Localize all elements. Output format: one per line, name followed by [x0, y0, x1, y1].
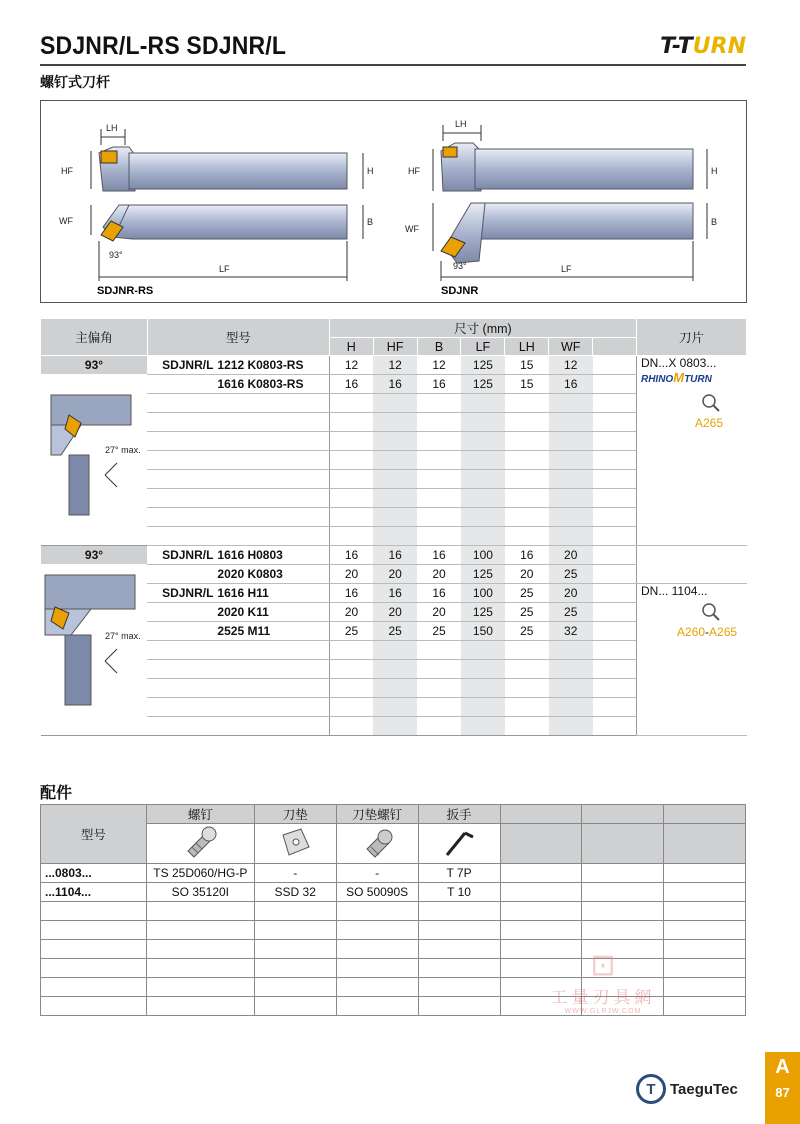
- page-ref-link[interactable]: A260-A265: [676, 625, 738, 639]
- acc-header-screw: 螺钉: [146, 805, 254, 824]
- acc-header-wrench: 扳手: [418, 805, 500, 824]
- shim-icon: [254, 824, 336, 864]
- h-label-left: H: [367, 166, 374, 176]
- header-b: B: [417, 338, 461, 356]
- header-insert: 刀片: [636, 319, 746, 356]
- brand-logo: T-TURN: [660, 34, 746, 59]
- magnifier-icon[interactable]: [701, 393, 747, 416]
- max-angle-label-2: 27° max.: [105, 631, 142, 641]
- group1-image: [41, 375, 148, 546]
- table-row: 2020 K0803: [215, 565, 329, 584]
- page-ref-link[interactable]: A265: [694, 416, 724, 430]
- wf-label-left: WF: [59, 216, 73, 226]
- h-label-right: H: [711, 166, 718, 176]
- table-row: 2020 K11: [215, 603, 329, 622]
- lh-label-right: LH: [455, 119, 467, 129]
- right-tool-caption: SDJNR: [441, 285, 479, 297]
- wf-label-right: WF: [405, 224, 419, 234]
- group1-angle: 93°: [41, 356, 148, 375]
- table-row: SDJNR/L: [147, 356, 215, 375]
- header-blank: [593, 338, 637, 356]
- left-tool-top-view: [99, 147, 347, 191]
- page-tab: A 87: [765, 1052, 800, 1124]
- lf-label-right: LF: [561, 264, 572, 274]
- header-lf: LF: [461, 338, 505, 356]
- accessories-table: 型号 螺钉 刀垫 刀垫螺钉 扳手 ...0803... TS 25D060/HG-P - - T 7P ...1104... SO 35120I SSD 32 SO 50090S T 10: [40, 804, 746, 1016]
- table-row: SDJNR/L: [147, 584, 215, 603]
- tool-drawing-svg: [41, 101, 748, 304]
- right-tool-side-view: [441, 203, 693, 263]
- angle-label-right: 93°: [453, 261, 467, 271]
- group2-image: [41, 565, 148, 736]
- group2-insert: DN... 1104... A260-A265: [636, 584, 746, 736]
- header-h: H: [329, 338, 373, 356]
- magnifier-icon[interactable]: [701, 602, 747, 625]
- watermark-logo-icon: ⊡: [590, 949, 616, 982]
- wrench-icon: [418, 824, 500, 864]
- table-row: SDJNR/L: [147, 546, 215, 565]
- rhino-turn-logo: RHINOMTURN: [640, 370, 712, 385]
- tool-drawing: [40, 100, 747, 303]
- hf-label-left: HF: [61, 166, 73, 176]
- spec-table: 主偏角 型号 尺寸 (mm) 刀片 H HF B LF LH WF 93° SDJNR/L 1212 K0803-RS 12 12 12 125 15 12 DN...X 0803... RHINOMTURN A265 27° max. 1616 K0803-RS 16 16 16 125 15 16 93° SDJNR/L 1616 H0803 16 16 16 100 16 20 27° max. 2020 K0803 20 20 20 125 20 25 SDJNR/L 1616 H11 16 16 16 100 25 20 DN... 1104... A260-A265 2020 K11 20 20 20 125 25 25 2525 M11 25 25 25 150 25 32: [40, 318, 747, 736]
- accessories-title: 配件: [40, 785, 73, 802]
- acc-header-shim: 刀垫: [254, 805, 336, 824]
- header-model: 型号: [147, 319, 329, 356]
- taegutec-logo: T TaeguTec: [636, 1074, 738, 1104]
- table-row: 2525 M11: [215, 622, 329, 641]
- page-number: 87: [775, 1085, 790, 1100]
- b-label-right: B: [711, 217, 718, 227]
- watermark: ⊡ 工量刃具網 WWW.GLRJW.COM: [538, 948, 668, 1015]
- header-hf: HF: [373, 338, 417, 356]
- table-row: 1616 K0803-RS: [215, 375, 329, 394]
- page-title: SDJNR/L-RS SDJNR/L: [40, 32, 287, 60]
- taegutec-logo-icon: T: [636, 1074, 666, 1104]
- header-lh: LH: [505, 338, 549, 356]
- acc-header-model: 型号: [41, 805, 147, 864]
- hf-label-right: HF: [408, 166, 420, 176]
- angle-label-left: 93°: [109, 250, 123, 260]
- b-label-left: B: [367, 217, 374, 227]
- shim-screw-icon: [336, 824, 418, 864]
- table-row: ...1104...: [41, 883, 147, 902]
- max-angle-label: 27° max.: [105, 445, 142, 455]
- header-dims: 尺寸 (mm): [329, 319, 636, 338]
- table-row: ...0803...: [41, 864, 147, 883]
- header-wf: WF: [549, 338, 593, 356]
- title-rule: [40, 64, 746, 66]
- group2-angle: 93°: [41, 546, 148, 565]
- lh-label-left: LH: [106, 123, 118, 133]
- lf-label-left: LF: [219, 264, 230, 274]
- header-main-angle: 主偏角: [41, 319, 148, 356]
- page-subtitle: 螺钉式刀杆: [40, 74, 110, 90]
- screw-icon: [146, 824, 254, 864]
- left-tool-side-view: [101, 205, 347, 241]
- left-tool-caption: SDJNR-RS: [97, 285, 154, 297]
- acc-header-shim-screw: 刀垫螺钉: [336, 805, 418, 824]
- right-tool-top-view: [441, 143, 693, 191]
- group1-insert: DN...X 0803... RHINOMTURN A265: [636, 356, 746, 546]
